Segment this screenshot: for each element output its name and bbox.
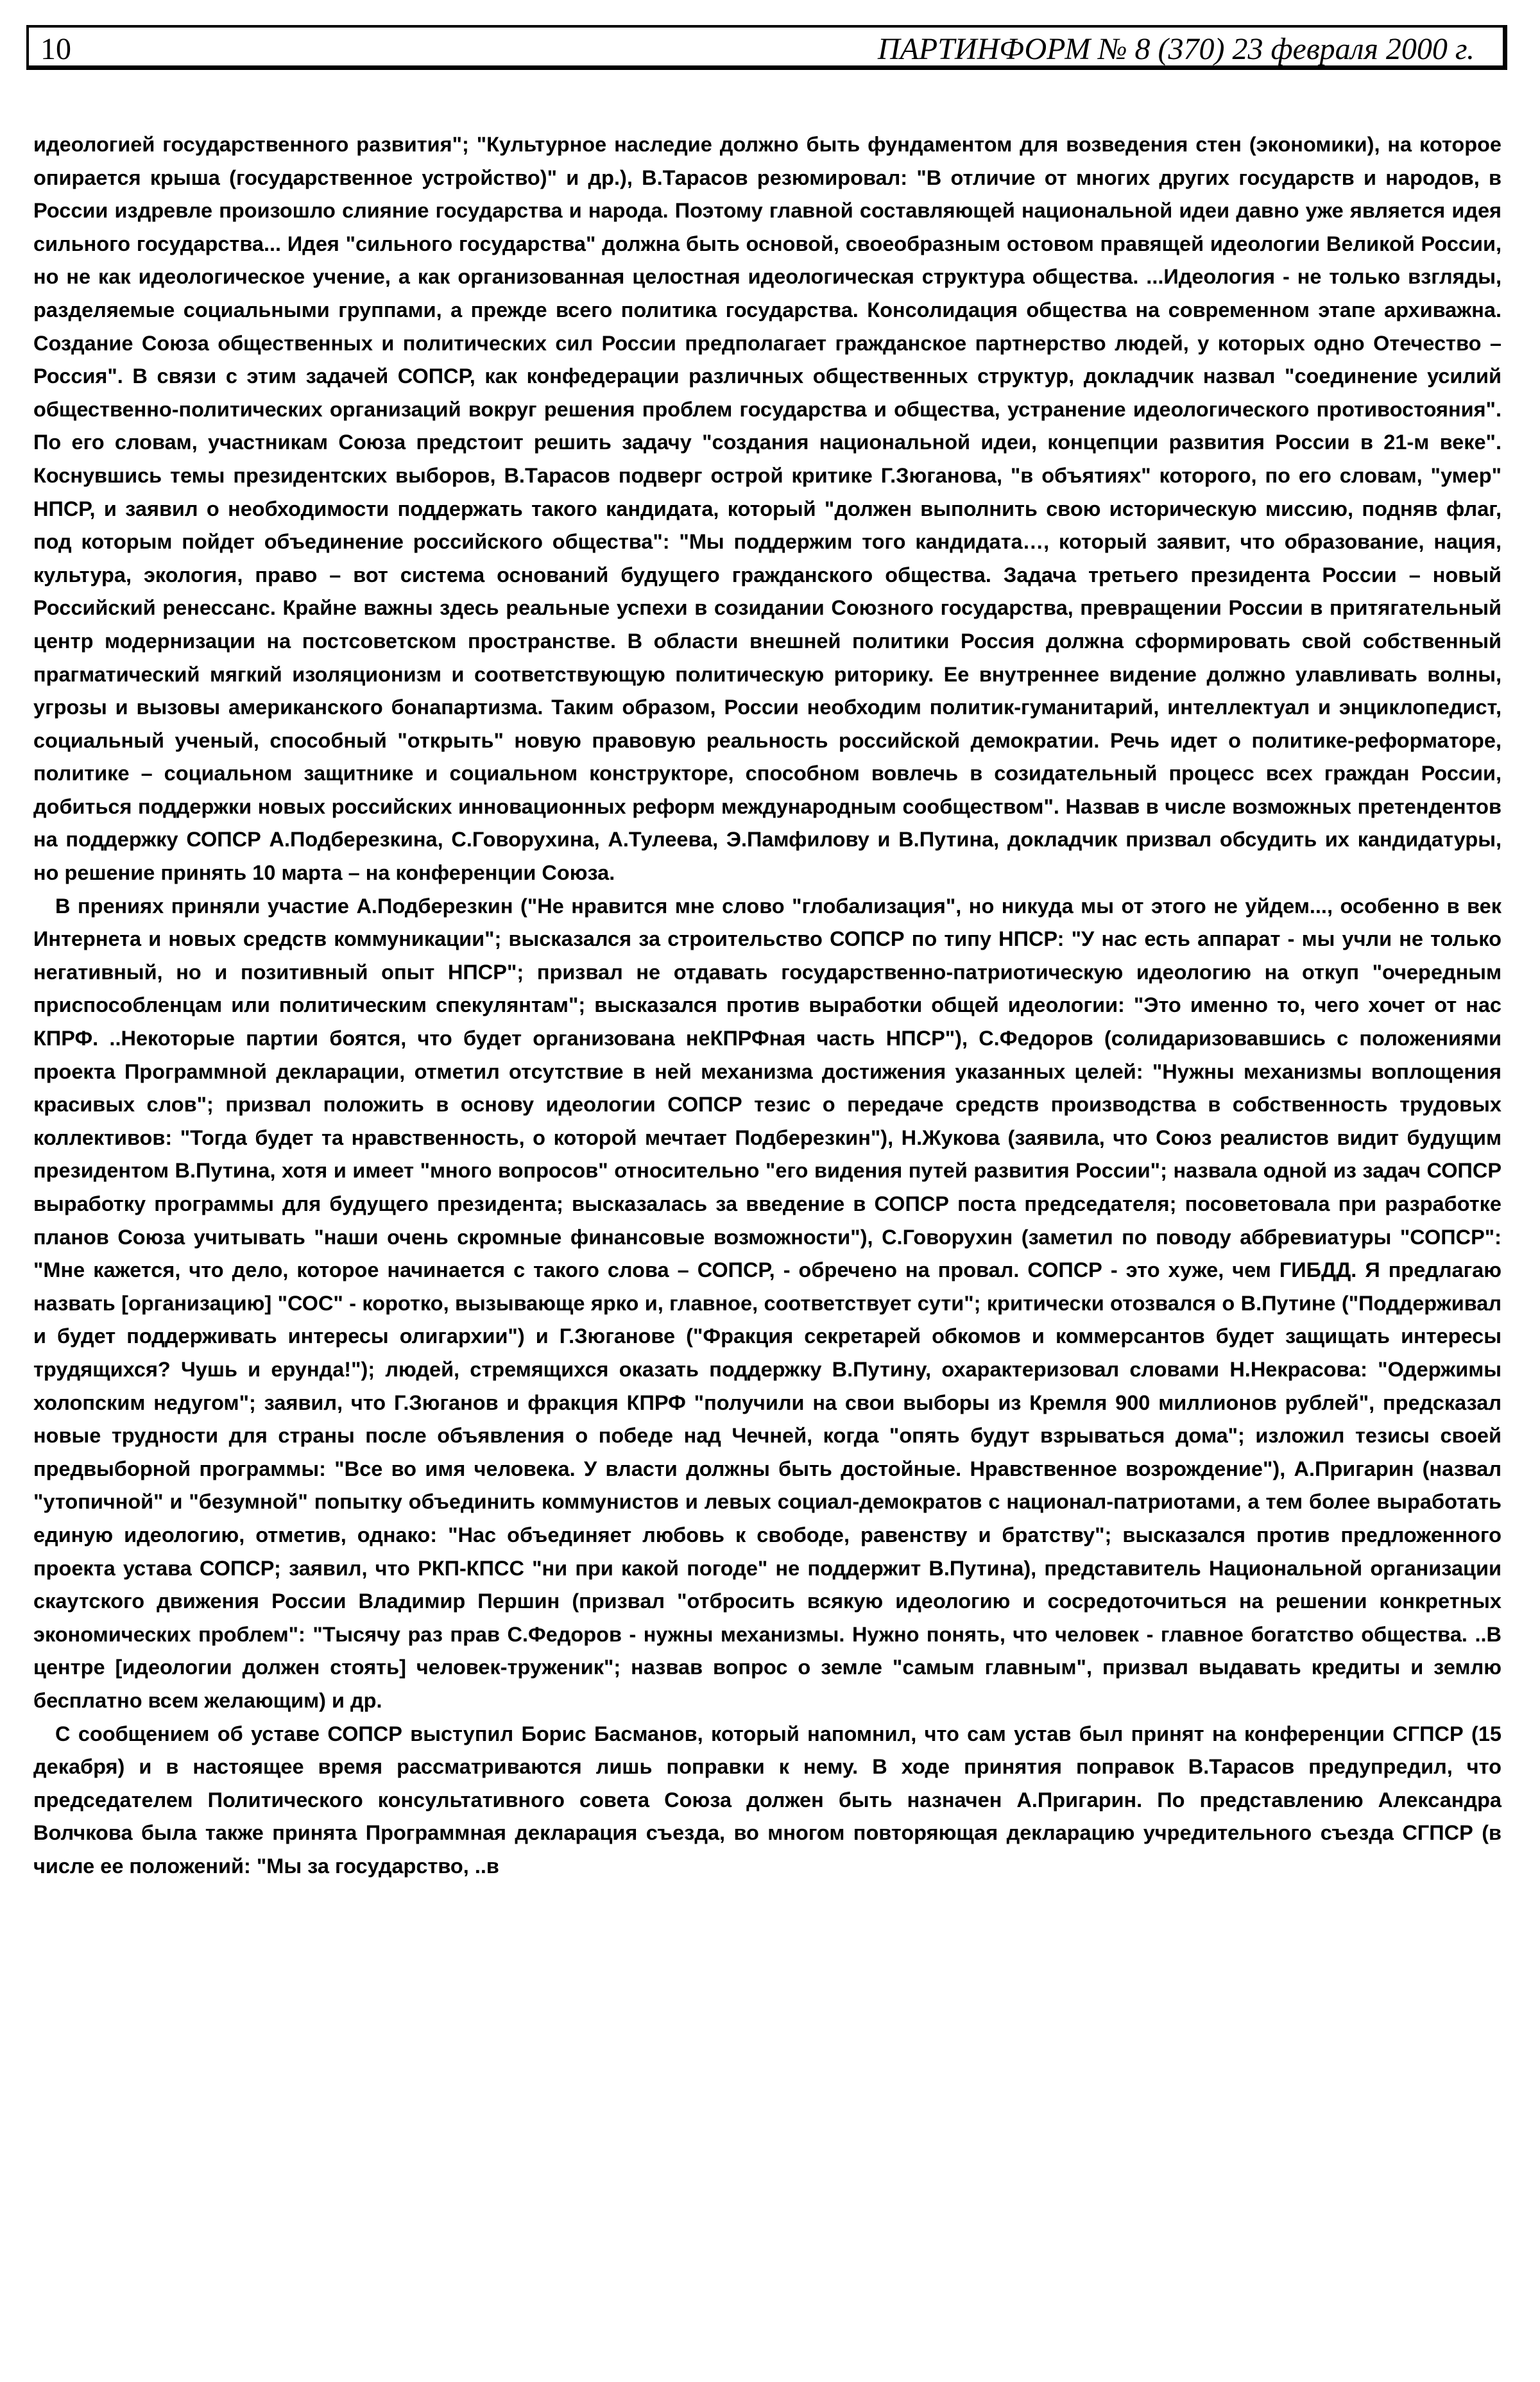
page-number: 10 <box>40 32 71 66</box>
publication-line: ПАРТИНФОРМ № 8 (370) 23 февраля 2000 г. <box>877 32 1475 66</box>
article-paragraph: идеологией государственного развития"; "Культурное наследие должно быть фундаментом для возведения стен (экономики), на которое опирается крыша (государственное устройство)" и др.), В.Тарасов резюмировал: "В отличие от многих других государств и народов, в России издревле произошло слияние государства и народа. Поэтому главной составляющей национальной идеи давно уже является идея сильного государства... Идея "сильного государства" должна быть основой, своеобразным остовом правящей идеологии Великой России, но не как идеологическое учение, а как организованная целостная идеологическая структура общества. ...Идеология - не только взгляды, разделяемые социальными группами, а прежде всего политика государства. Консолидация общества на современном этапе архиважна. Создание Союза общественных и политических сил России предполагает гражданское партнерство людей, у которых одно Отечество – Россия". В связи с этим задачей СОПСР, как конфедерации различных общественных структур, докладчик назвал "соединение усилий общественно-политических организаций вокруг решения проблем государства и общества, устранение идеологического противостояния". По его словам, участникам Союза предстоит решить задачу "создания национальной идеи, концепции развития России в 21-м веке". Коснувшись темы президентских выборов, В.Тарасов подверг острой критике Г.Зюганова, "в объятиях" которого, по его словам, "умер" НПСР, и заявил о необходимости поддержать такого кандидата, который "должен выполнить свою историческую миссию, подняв флаг, под которым пойдет объединение российского общества": "Мы поддержим того кандидата…, который заявит, что образование, нация, культура, экология, право – вот система оснований будущего гражданского общества. Задача третьего президента России – новый Российский ренессанс. Крайне важны здесь реальные успехи в созидании Союзного государства, превращении России в притягательный центр модернизации на постсоветском пространстве. В области внешней политики Россия должна сформировать свой собственный прагматический мягкий изоляционизм и соответствующую политическую риторику. Ее внутреннее видение должно улавливать волны, угрозы и вызовы американского бонапартизма. Таким образом, России необходим политик-гуманитарий, интеллектуал и энциклопедист, социальный ученый, способный "открыть" новую правовую реальность российской демократии. Речь идет о политике-реформаторе, политике – социальном защитнике и социальном конструкторе, способном вовлечь в созидательный процесс всех граждан России, добиться поддержки новых российских инновационных реформ международным сообществом". Назвав в числе возможных претендентов на поддержку СОПСР А.Подберезкина, С.Говорухина, А.Тулеева, Э.Памфилову и В.Путина, докладчик призвал обсудить их кандидатуры, но решение принять 10 марта – на конференции Союза. <box>33 133 1502 885</box>
page-header <box>26 25 1507 70</box>
article-paragraph: С сообщением об уставе СОПСР выступил Борис Басманов, который напомнил, что сам устав был принят на конференции СГПСР (15 декабря) и в настоящее время рассматриваются лишь поправки к нему. В ходе принятия поправок В.Тарасов предупредил, что председателем Политического консультативного совета Союза должен быть назначен А.Пригарин. По представлению Александра Волчкова была также принята Программная декларация съезда, во многом повторяющая декларацию учредительного съезда СГПСР (в числе ее положений: "Мы за государство, ..в <box>33 1722 1502 1878</box>
article-paragraph: В прениях приняли участие А.Подберезкин ("Не нравится мне слово "глобализация", но никуда мы от этого не уйдем..., особенно в век Интернета и новых средств коммуникации"; высказался за строительство СОПСР по типу НПСР: "У нас есть аппарат - мы учли не только негативный, но и позитивный опыт НПСР"; призвал не отдавать государственно-патриотическую идеологию на откуп "очередным приспособленцам или политическим спекулянтам"; высказался против выработки общей идеологии: "Это именно то, чего хочет от нас КПРФ. ..Некоторые партии боятся, что будет организована неКПРФная часть НПСР"), С.Федоров (солидаризовавшись с положениями проекта Программной декларации, отметил отсутствие в ней механизма достижения указанных целей: "Нужны механизмы воплощения красивых слов"; призвал положить в основу идеологии СОПСР тезис о передаче средств производства в собственность трудовых коллективов: "Тогда будет та нравственность, о которой мечтает Подберезкин"), Н.Жукова (заявила, что Союз реалистов видит будущим президентом В.Путина, хотя и имеет "много вопросов" относительно "его видения путей развития России"; назвала одной из задач СОПСР выработку программы для будущего президента; высказалась за введение в СОПСР поста председателя; посоветовала при разработке планов Союза учитывать "наши очень скромные финансовые возможности"), С.Говорухин (заметил по поводу аббревиатуры "СОПСР": "Мне кажется, что дело, которое начинается с такого слова – СОПСР, - обречено на провал. СОПСР - это хуже, чем ГИБДД. Я предлагаю назвать [организацию] "СОС" - коротко, вызывающе ярко и, главное, соответствует сути"; критически отозвался о В.Путине ("Поддерживал и будет поддерживать интересы олигархии") и Г.Зюганове ("Фракция секретарей обкомов и коммерсантов будет защищать интересы трудящихся? Чушь и ерунда!"); людей, стремящихся оказать поддержку В.Путину, охарактеризовал словами Н.Некрасова: "Одержимы холопским недугом"; заявил, что Г.Зюганов и фракция КПРФ "получили на свои выборы из Кремля 900 миллионов рублей", предсказал новые трудности для страны после объявления о победе над Чечней, когда "опять будут взрываться дома"; изложил тезисы своей предвыборной программы: "Все во имя человека. У власти должны быть достойные. Нравственное возрождение"), А.Пригарин (назвал "утопичной" и "безумной" попытку объединить коммунистов и левых социал-демократов с национал-патриотами, а тем более выработать единую идеологию, отметив, однако: "Нас объединяет любовь к свободе, равенству и братству"; высказался против предложенного проекта устава СОПСР; заявил, что РКП-КПСС "ни при какой погоде" не поддержит В.Путина), представитель Национальной организации скаутского движения России Владимир Першин (призвал "отбросить всякую идеологию и сосредоточиться на решении конкретных экономических проблем": "Тысячу раз прав С.Федоров - нужны механизмы. Нужно понять, что человек - главное богатство общества. ..В центре [идеологии должен стоять] человек-труженик"; назвав вопрос о земле "самым главным", призвал выдавать кредиты и землю бесплатно всем желающим) и др. <box>33 894 1502 1712</box>
article-body <box>33 128 1502 1883</box>
